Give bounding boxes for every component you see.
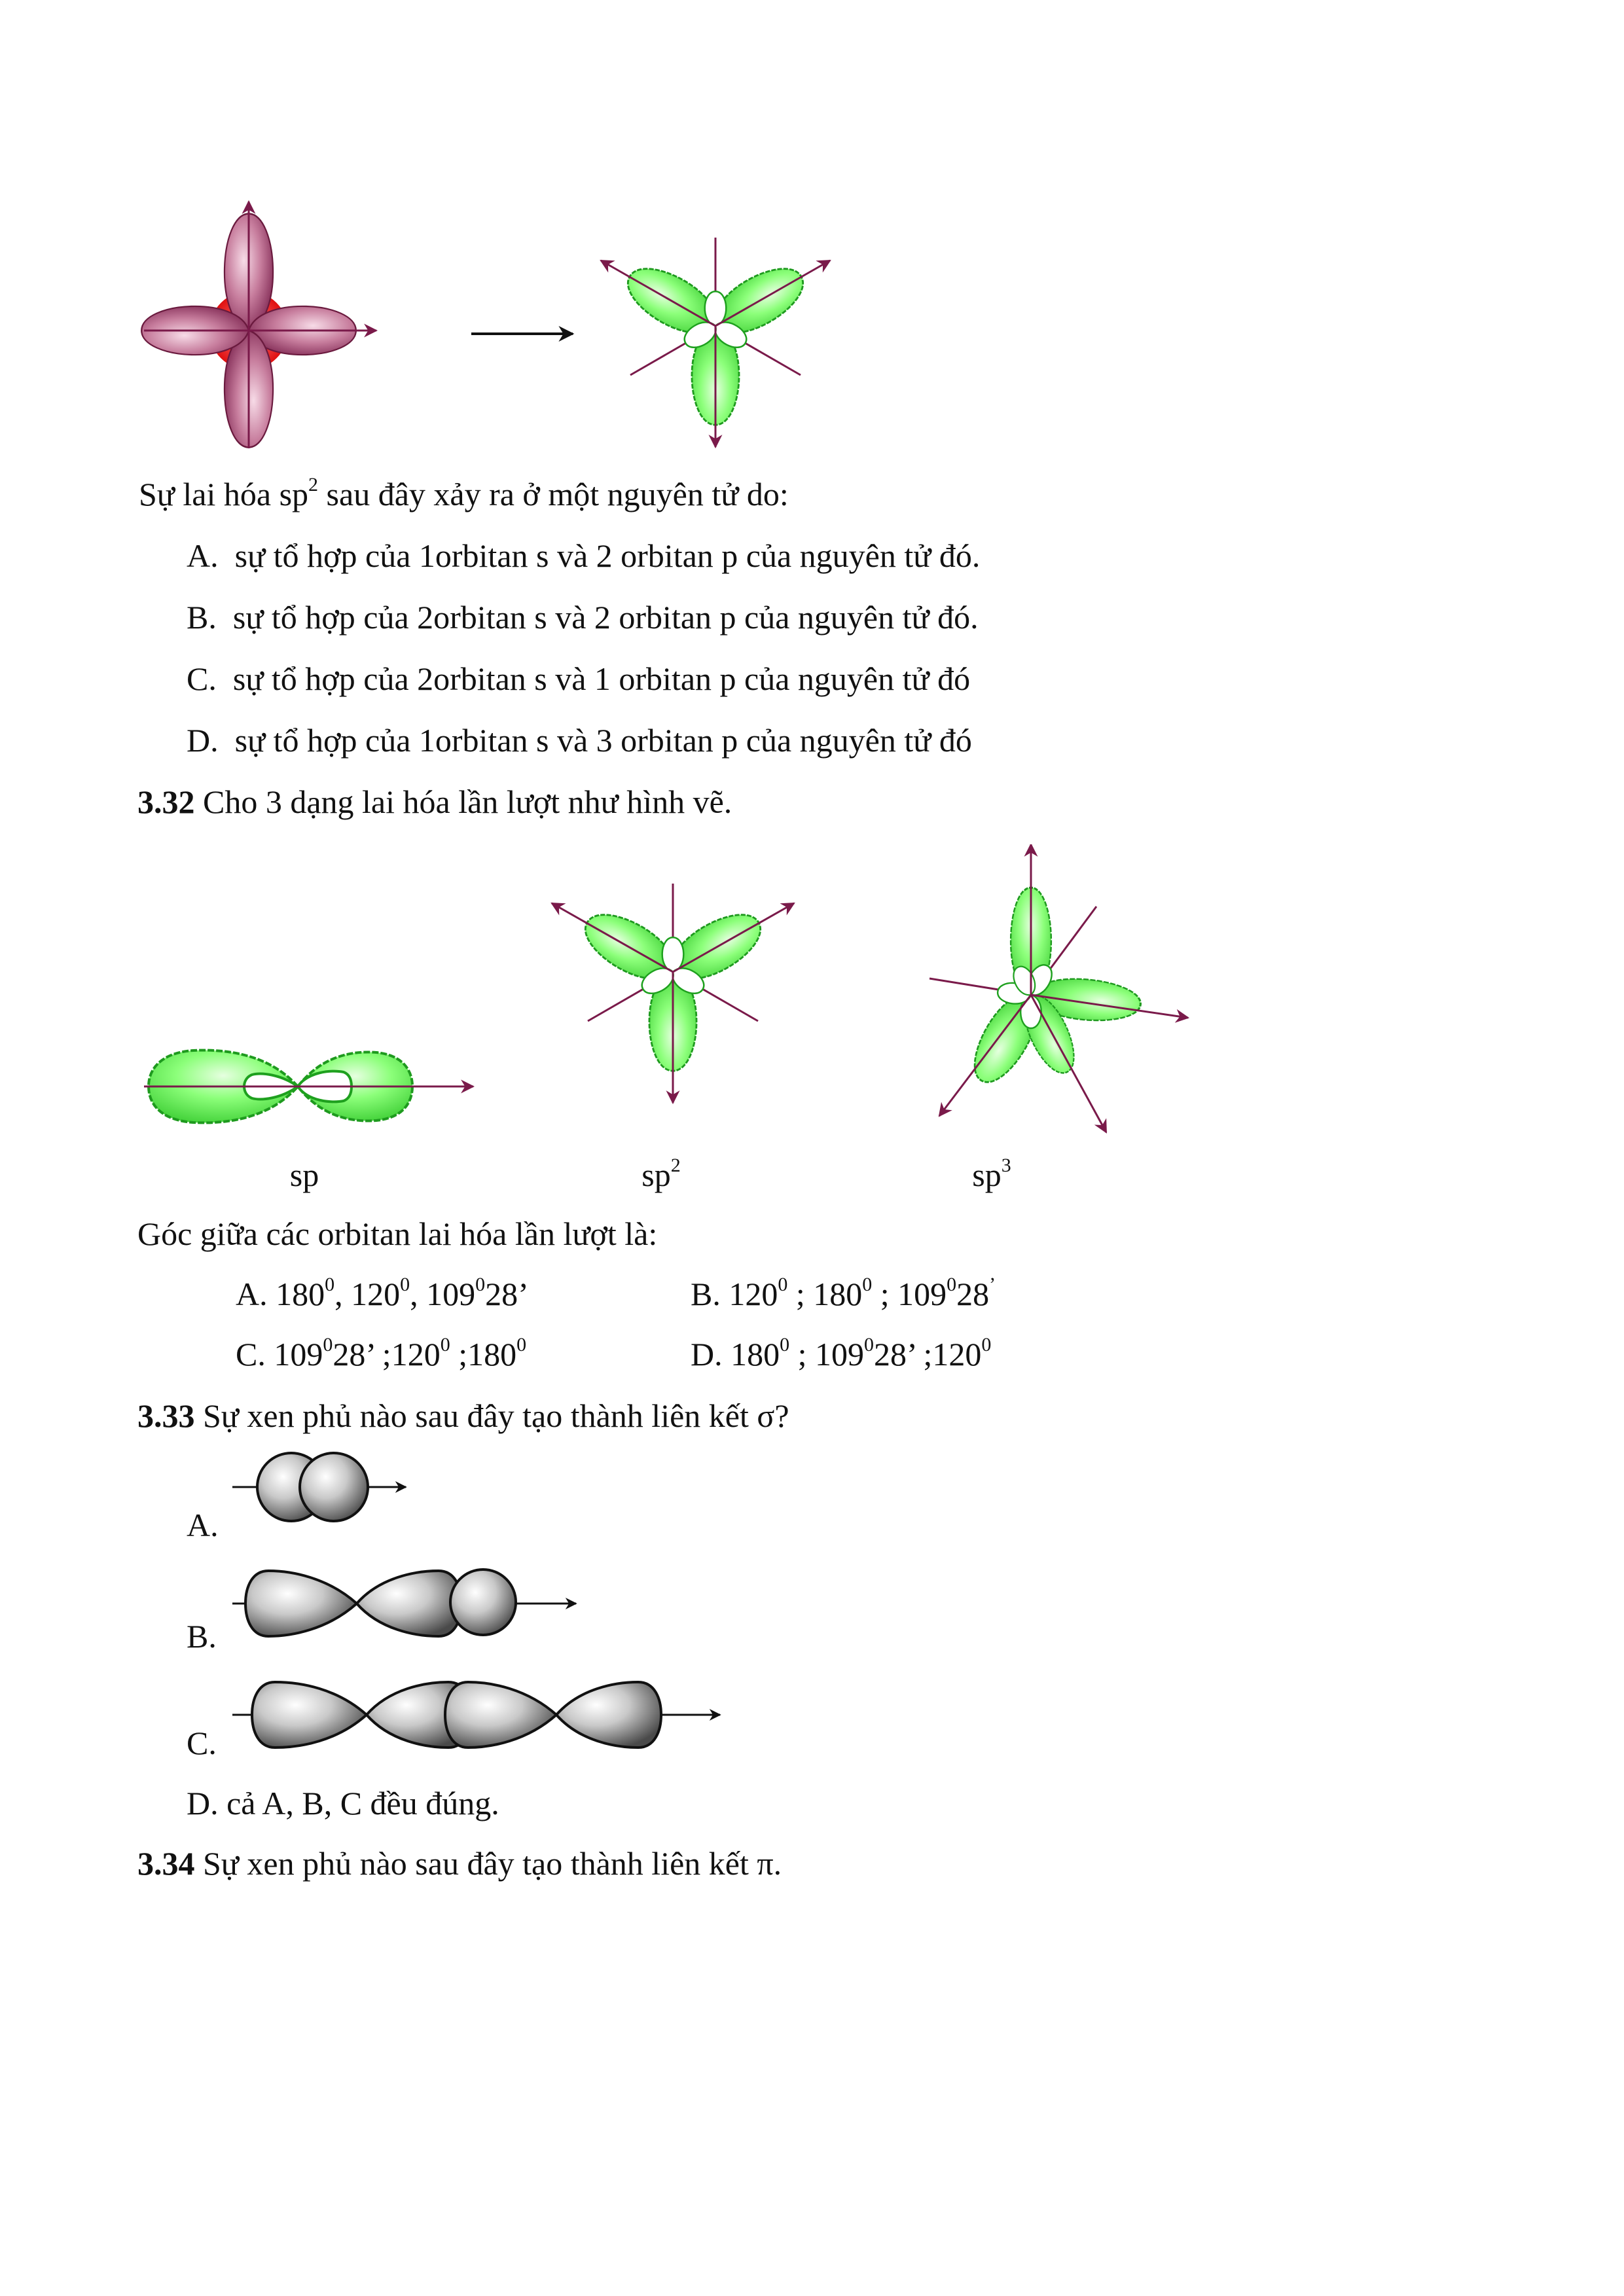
q331-stem: Sự lai hóa $sp^2$ sau đây xảy ra ở một nguyên tử do:	[139, 473, 789, 512]
p-p-overlap-diagram	[229, 1672, 727, 1757]
q331-option-b[interactable]: B. sự tổ hợp của 2orbitan s và 2 orbitan p của nguyên tử đó.	[187, 599, 979, 636]
q331-option-c[interactable]: C. sự tổ hợp của 2orbitan s và 1 orbitan p của nguyên tử đó	[187, 660, 971, 697]
sp3-hybrid-diagram	[910, 844, 1198, 1145]
label-sp3: $sp^3$	[972, 1154, 1011, 1193]
q333-option-b-letter[interactable]: B.	[187, 1618, 217, 1655]
p-orbitals-diagram	[131, 190, 393, 465]
q332-option-b[interactable]: B. $120^0$ ; $180^0$ ; $109^028^’$	[691, 1273, 996, 1312]
q333-option-c-letter[interactable]: C.	[187, 1725, 217, 1761]
q333-option-a-letter[interactable]: A.	[187, 1507, 219, 1543]
sp-hybrid-diagram	[134, 1021, 481, 1152]
q331-option-a[interactable]: A. sự tổ hợp của 1orbitan s và 2 orbitan p của nguyên tử đó.	[187, 537, 981, 574]
transformation-arrow	[468, 321, 579, 347]
label-sp: sp	[289, 1157, 319, 1193]
sp2-hybrid-diagram	[542, 861, 804, 1122]
q332-question: Góc giữa các orbitan lai hóa lần lượt là:	[137, 1215, 658, 1252]
p-s-overlap-diagram	[229, 1561, 583, 1646]
q333-option-d[interactable]: D. cả A, B, C đều đúng.	[187, 1785, 499, 1821]
q333-stem: 3.33 Sự xen phủ nào sau đây tạo thành liên kết σ?	[137, 1397, 789, 1434]
q332-option-d[interactable]: D. $180^0$ ; $109^028$’ $;120^0$	[691, 1333, 992, 1372]
q332-option-c[interactable]: C. $109^028$’ $;120^0$ $;180^0$	[236, 1333, 527, 1372]
label-sp2: $sp^2$	[641, 1154, 681, 1193]
s-s-overlap-diagram	[229, 1443, 419, 1532]
q332-stem: 3.32 Cho 3 dạng lai hóa lần lượt như hình vẽ.	[137, 783, 732, 820]
q332-option-a[interactable]: A. $180^0$, $120^0$, $109^028$’	[236, 1273, 529, 1312]
sp2-hybrid-diagram-top	[586, 216, 848, 458]
q331-option-d[interactable]: D. sự tổ hợp của 1orbitan s và 3 orbitan p của nguyên tử đó	[187, 722, 972, 759]
q334-stem: 3.34 Sự xen phủ nào sau đây tạo thành liên kết π.	[137, 1845, 782, 1882]
